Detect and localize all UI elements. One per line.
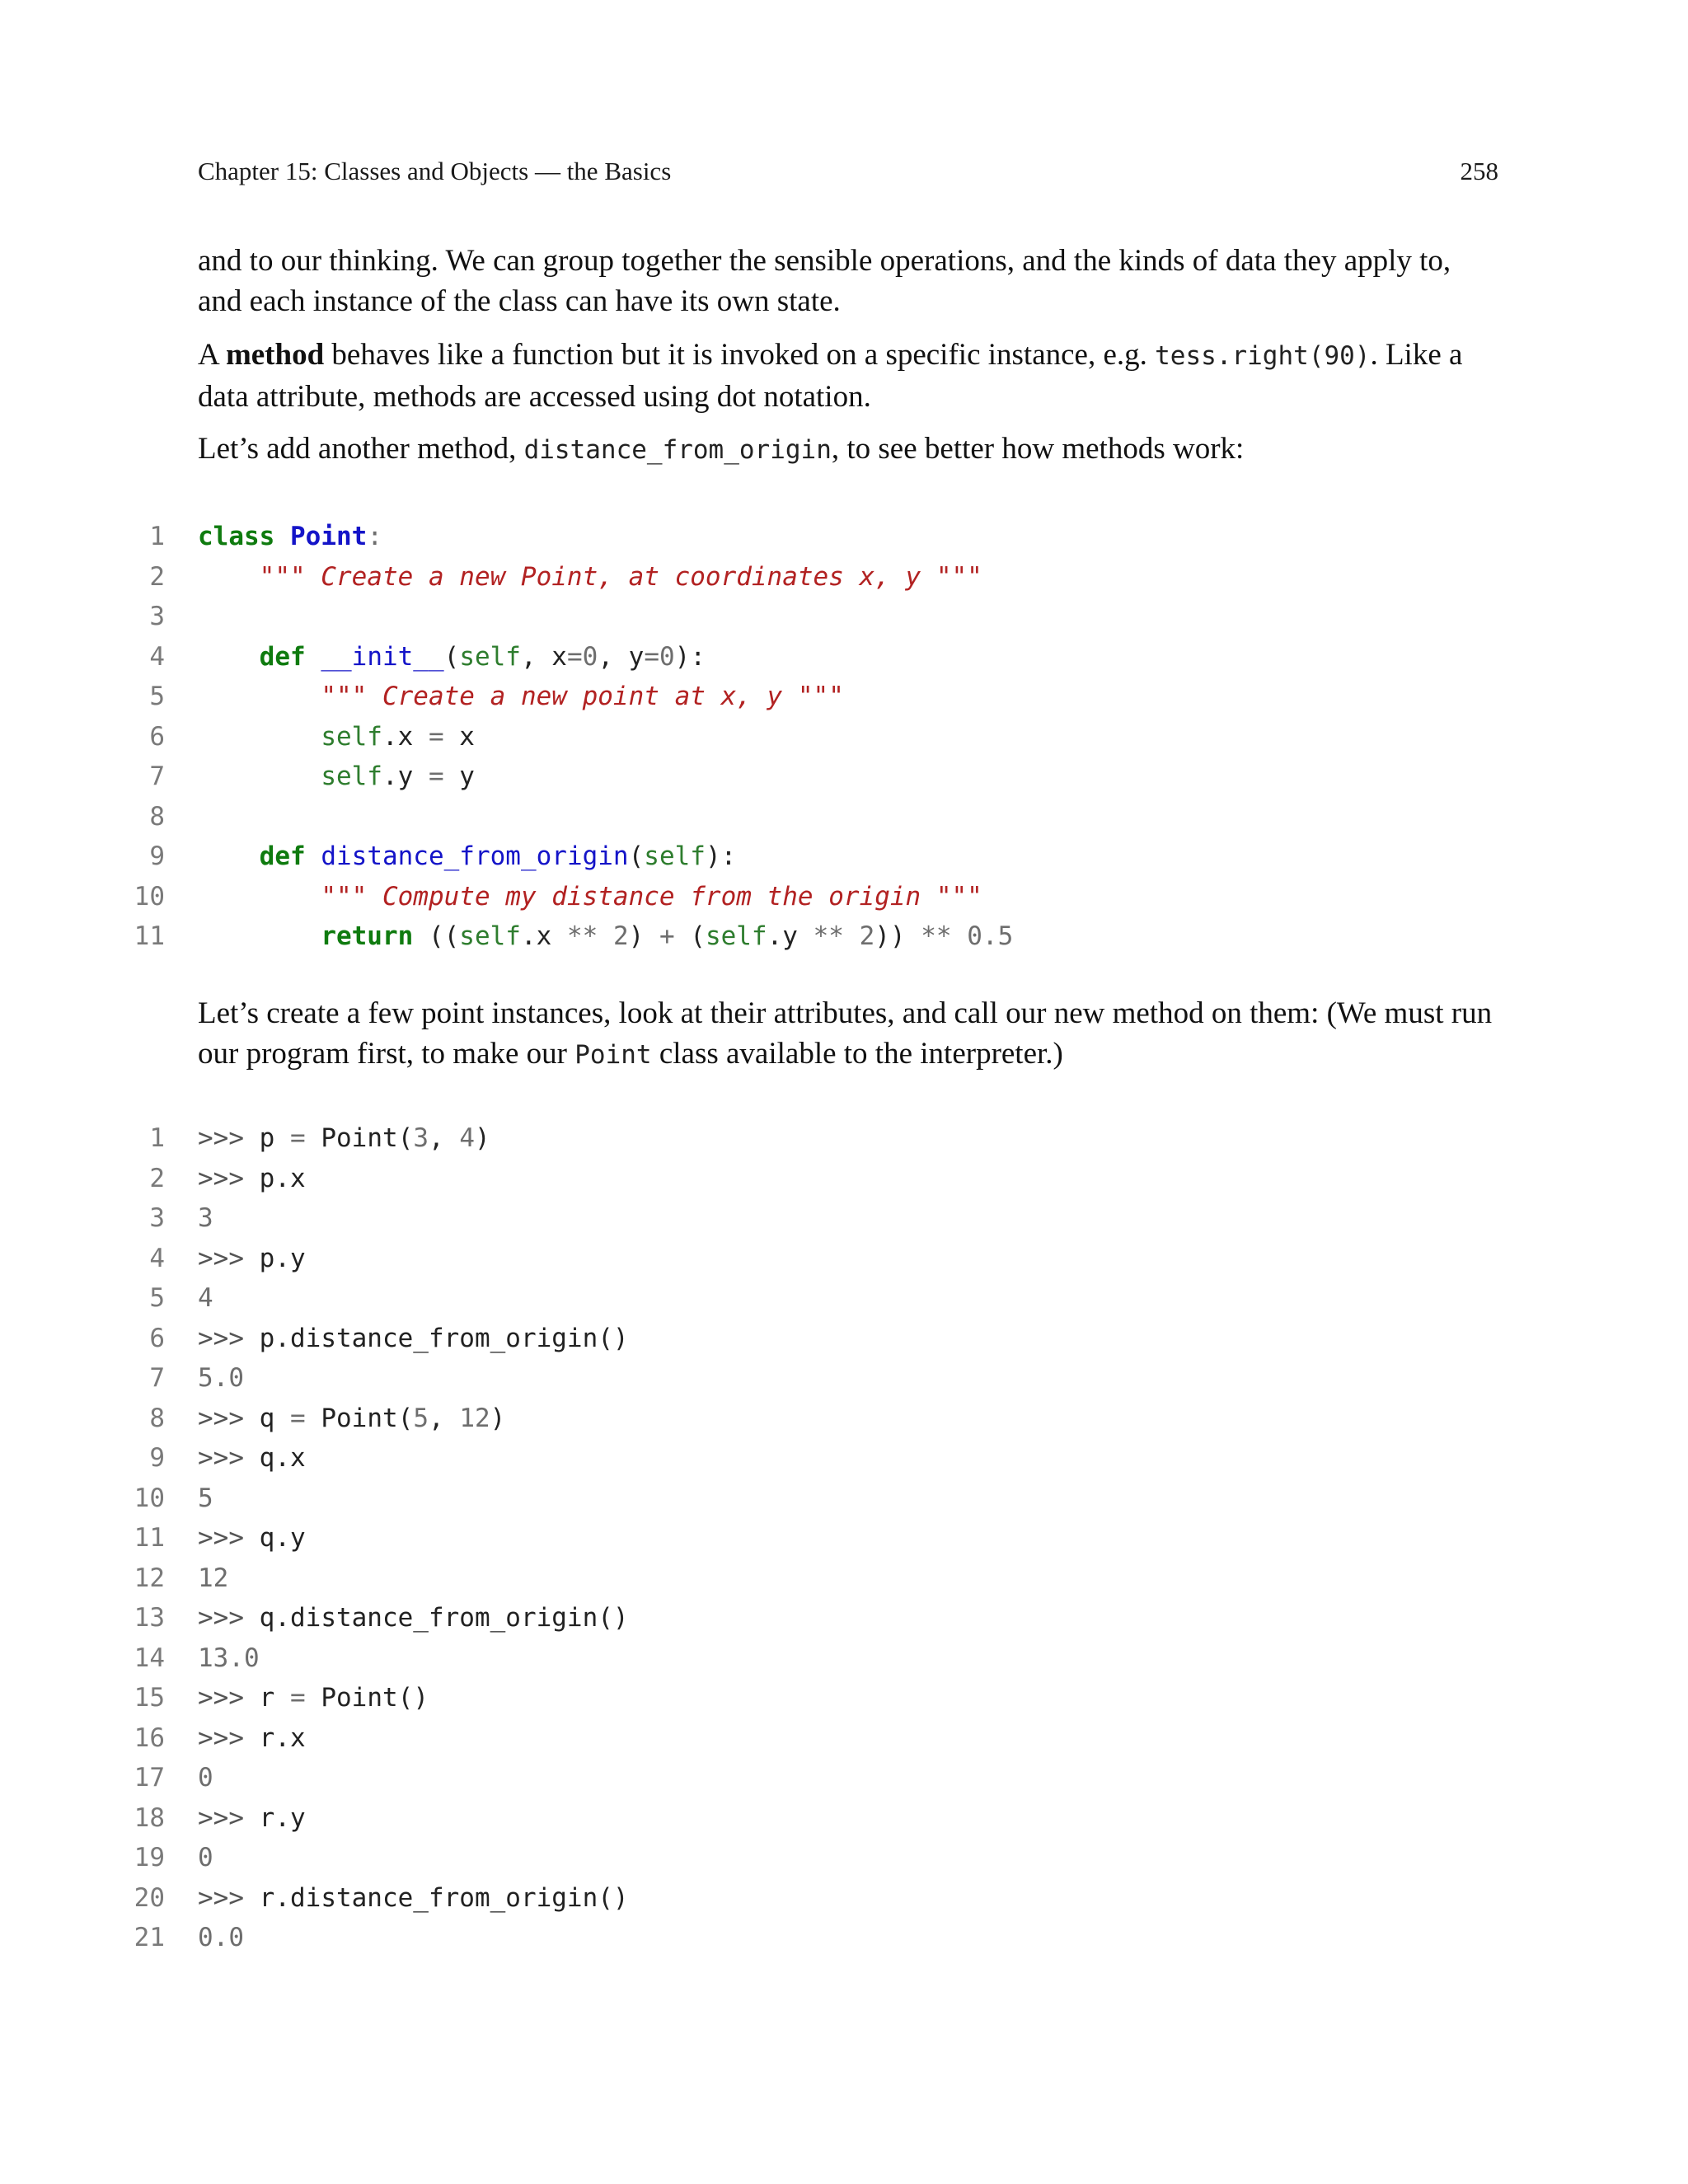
line-number: 18 — [134, 1802, 165, 1833]
repl-line — [124, 1678, 1525, 1718]
line-number: 9 — [149, 841, 165, 871]
repl-input: q = Point(5, 12) — [244, 1403, 506, 1433]
line-number: 6 — [149, 1323, 165, 1353]
code-text: )) — [874, 921, 921, 951]
repl-prompt: >>> — [198, 1163, 244, 1193]
repl-line — [124, 1438, 1525, 1479]
text-run: . Like a data attribute, methods are accessed using dot notation. — [198, 338, 1463, 414]
number: 2 — [598, 921, 629, 951]
line-number: 5 — [149, 682, 165, 711]
keyword-def: def — [259, 641, 306, 672]
repl-prompt: >>> — [198, 1683, 244, 1713]
text-run: class available to the interpreter.) — [651, 1037, 1063, 1071]
repl-prompt: >>> — [198, 1403, 244, 1433]
line-number: 9 — [149, 1443, 165, 1473]
repl-output: 5.0 — [198, 1363, 244, 1393]
text-run: behaves like a function but it is invoked on a specific instance, e.g. — [324, 338, 1156, 372]
code-block-repl-session — [124, 1118, 1525, 1958]
operator: = — [428, 762, 444, 791]
line-number: 8 — [149, 1403, 165, 1433]
repl-input: q.x — [244, 1443, 306, 1473]
code-line — [124, 637, 1525, 677]
code-line — [124, 597, 1525, 637]
function-name: __init__ — [321, 641, 444, 672]
text-run: , to see better how methods work: — [831, 432, 1245, 466]
operator: = — [644, 641, 659, 672]
line-number: 1 — [149, 1123, 165, 1153]
self-token: self — [705, 921, 767, 951]
operator: ** — [813, 921, 844, 951]
page-number: 258 — [1460, 157, 1498, 185]
self-token: self — [459, 641, 521, 672]
code-line — [124, 717, 1525, 757]
repl-prompt: >>> — [198, 1243, 244, 1273]
repl-prompt: >>> — [198, 1722, 244, 1753]
paragraph-method — [198, 335, 1498, 417]
repl-input: p = Point(3, 4) — [244, 1123, 490, 1153]
repl-output: 0 — [198, 1843, 213, 1872]
repl-prompt: >>> — [198, 1603, 244, 1633]
code-line — [124, 677, 1525, 717]
line-number: 10 — [134, 881, 165, 912]
running-header — [198, 157, 1498, 186]
line-number: 4 — [149, 641, 165, 672]
repl-input: q.y — [244, 1523, 306, 1553]
code-text: ) — [628, 921, 659, 951]
self-token: self — [459, 921, 521, 951]
punct: ( — [443, 641, 460, 672]
paragraph-create-instances — [198, 993, 1498, 1076]
repl-line — [124, 1118, 1525, 1159]
paragraph-add-method — [198, 429, 1498, 471]
function-name: distance_from_origin — [321, 841, 629, 871]
repl-line — [124, 1878, 1525, 1919]
repl-line — [124, 1758, 1525, 1798]
operator: = — [566, 641, 583, 672]
self-token: self — [644, 841, 706, 871]
punct: ( — [628, 841, 645, 871]
repl-output: 5 — [198, 1483, 213, 1513]
repl-input: r.distance_from_origin() — [244, 1882, 629, 1913]
line-number: 7 — [149, 1363, 165, 1393]
line-number: 11 — [134, 921, 165, 951]
line-number: 1 — [149, 522, 165, 551]
repl-line — [124, 1918, 1525, 1958]
punct: ): — [705, 841, 737, 871]
repl-prompt: >>> — [198, 1523, 244, 1553]
repl-output: 12 — [198, 1563, 229, 1593]
line-number: 20 — [134, 1882, 165, 1913]
inline-code-distance-from-origin: distance_from_origin — [523, 435, 832, 465]
code-text: y — [443, 762, 475, 791]
line-number: 17 — [134, 1763, 165, 1793]
repl-input: r = Point() — [244, 1683, 429, 1713]
line-number: 16 — [134, 1722, 165, 1753]
code-line — [124, 517, 1525, 557]
line-number: 14 — [134, 1643, 165, 1673]
self-token: self — [321, 721, 382, 752]
line-number: 10 — [134, 1483, 165, 1513]
repl-output: 0.0 — [198, 1923, 244, 1952]
repl-prompt: >>> — [198, 1323, 244, 1353]
repl-line — [124, 1239, 1525, 1279]
number: 0 — [659, 641, 675, 672]
code-text: (( — [413, 921, 460, 951]
line-number: 5 — [149, 1283, 165, 1313]
number: 0 — [582, 641, 598, 672]
repl-prompt: >>> — [198, 1443, 244, 1473]
keyword-class: class — [198, 522, 275, 551]
line-number: 13 — [134, 1603, 165, 1633]
repl-prompt: >>> — [198, 1123, 244, 1153]
code-line — [124, 797, 1525, 837]
repl-line — [124, 1358, 1525, 1399]
code-line — [124, 837, 1525, 877]
line-number: 15 — [134, 1683, 165, 1713]
text-run: Let’s add another method, — [198, 432, 524, 466]
repl-output: 0 — [198, 1763, 213, 1793]
chapter-title: Chapter 15: Classes and Objects — the Basics — [198, 157, 672, 185]
docstring: """ Create a new Point, at coordinates x, y """ — [259, 561, 982, 592]
number: 0.5 — [951, 921, 1014, 951]
repl-output: 13.0 — [198, 1643, 260, 1673]
code-text: .x — [520, 921, 567, 951]
number: 2 — [843, 921, 875, 951]
code-text: , y — [598, 641, 645, 672]
repl-output: 4 — [198, 1283, 213, 1313]
repl-input: p.distance_from_origin() — [244, 1323, 629, 1353]
code-line — [124, 757, 1525, 797]
keyword-return: return — [321, 921, 414, 951]
code-line — [124, 916, 1525, 957]
line-number: 19 — [134, 1843, 165, 1872]
text-run: A — [198, 338, 226, 372]
bold-term-method: method — [225, 338, 325, 372]
paragraph-text: and to our thinking. We can group together the sensible operations, and the kinds of data they apply to, and each instance of the class can have its own state. — [198, 244, 1451, 318]
line-number: 4 — [149, 1243, 165, 1273]
code-line — [124, 877, 1525, 917]
punct: ): — [674, 641, 706, 672]
repl-input: r.x — [244, 1722, 306, 1753]
repl-input: q.distance_from_origin() — [244, 1603, 629, 1633]
operator: = — [428, 721, 444, 752]
punct: : — [367, 522, 382, 551]
inline-code-point: Point — [574, 1040, 652, 1070]
repl-line — [124, 1399, 1525, 1439]
repl-line — [124, 1479, 1525, 1519]
operator: ** — [921, 921, 952, 951]
line-number: 21 — [134, 1923, 165, 1952]
code-block-point-class — [124, 517, 1525, 957]
line-number: 8 — [149, 801, 165, 832]
class-name: Point — [290, 522, 368, 551]
repl-line — [124, 1319, 1525, 1359]
repl-prompt: >>> — [198, 1882, 244, 1913]
code-text: x — [443, 721, 475, 752]
repl-line — [124, 1558, 1525, 1599]
line-number: 6 — [149, 721, 165, 752]
inline-code-tess-right: tess.right(90) — [1155, 341, 1371, 371]
keyword-def: def — [259, 841, 306, 871]
repl-line — [124, 1718, 1525, 1759]
line-number: 2 — [149, 1163, 165, 1193]
paragraph-intro — [198, 241, 1498, 321]
repl-prompt: >>> — [198, 1802, 244, 1833]
code-text: , x — [520, 641, 567, 672]
code-line — [124, 557, 1525, 598]
operator: ** — [566, 921, 598, 951]
self-token: self — [321, 762, 382, 791]
docstring: """ Compute my distance from the origin """ — [321, 881, 982, 912]
line-number: 3 — [149, 602, 165, 631]
docstring: """ Create a new point at x, y """ — [321, 682, 844, 711]
repl-input: p.x — [244, 1163, 306, 1193]
line-number: 12 — [134, 1563, 165, 1593]
code-text: .x — [382, 721, 429, 752]
repl-input: p.y — [244, 1243, 306, 1273]
code-text: .y — [767, 921, 814, 951]
repl-input: r.y — [244, 1802, 306, 1833]
repl-line — [124, 1798, 1525, 1839]
repl-line — [124, 1198, 1525, 1239]
repl-line — [124, 1159, 1525, 1199]
repl-line — [124, 1598, 1525, 1638]
text-run: Let’s create a few point instances, look at their attributes, and call our new method on them: (We must run our program first, to make our — [198, 996, 1493, 1071]
repl-line — [124, 1278, 1525, 1319]
repl-line — [124, 1518, 1525, 1558]
line-number: 3 — [149, 1203, 165, 1233]
code-text: ( — [674, 921, 706, 951]
line-number: 7 — [149, 762, 165, 791]
code-text: .y — [382, 762, 429, 791]
repl-output: 3 — [198, 1203, 213, 1233]
repl-line — [124, 1638, 1525, 1679]
line-number: 11 — [134, 1523, 165, 1553]
operator: + — [659, 921, 675, 951]
line-number: 2 — [149, 561, 165, 592]
repl-line — [124, 1838, 1525, 1878]
